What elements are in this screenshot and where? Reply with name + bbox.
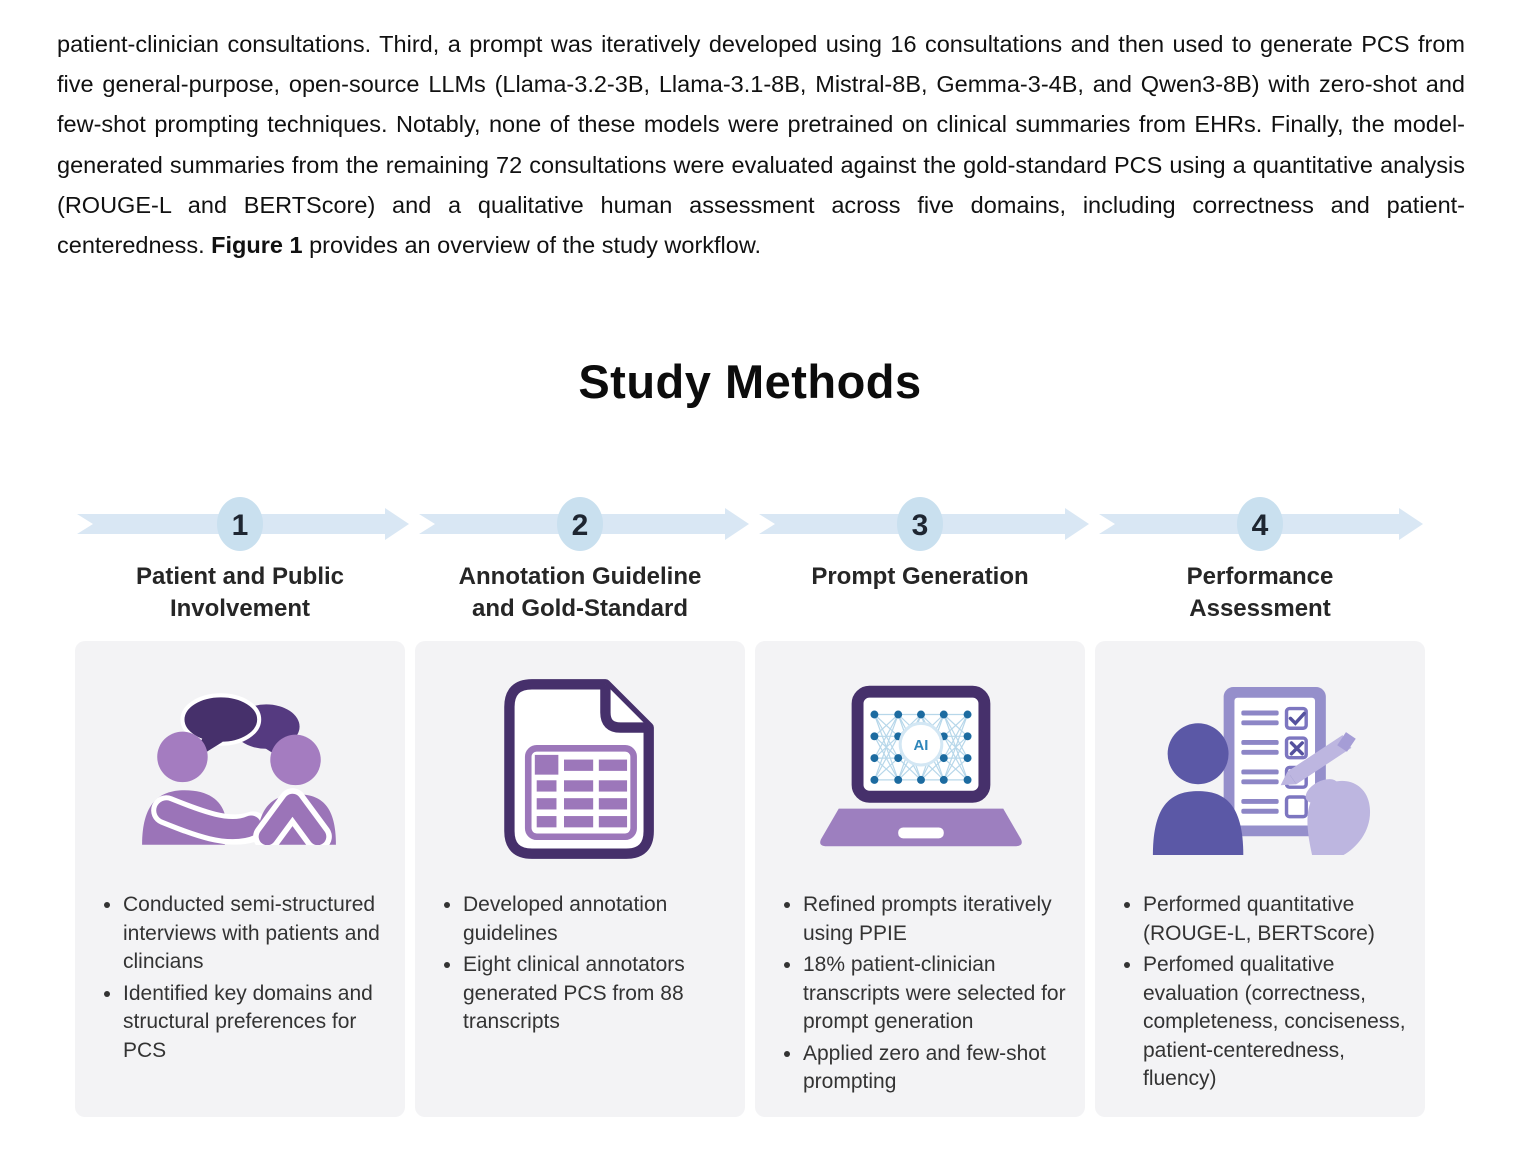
step-4-card [1095,641,1425,1117]
step-1-title: Patient and Public Involvement [135,563,345,622]
bullet-item: • Identified key domains and structural preferences for PCS [123,980,393,1066]
step-2-card [415,641,745,1117]
bullet-item: • Conducted semi-structured interviews with patients and clincians [123,891,393,977]
ai-laptop-icon [755,655,1085,883]
timeline-arrow [75,495,1425,553]
step-4-header [1095,561,1425,627]
bullet-item: • Applied zero and few-shot prompting [803,1040,1073,1097]
body-paragraph [57,24,1465,265]
bullet-item: • Developed annotation guidelines [463,891,733,948]
step-3-header [755,561,1085,627]
step-2-bullet-list [415,891,733,1037]
step-1-card [75,641,405,1117]
step-headers-row [75,561,1425,627]
step-3-number: 3 [911,509,929,542]
figure-reference: Figure 1 [211,232,303,259]
bullet-item: • Performed quantitative (ROUGE-L, BERTScore) [1143,891,1413,948]
step-3-title: Prompt Generation [811,563,1029,590]
bullet-item: • Eight clinical annotators generated PCS from 88 transcripts [463,951,733,1037]
bullet-item: • 18% patient-clinician transcripts were selected for prompt generation [803,951,1073,1037]
timeline-band [77,508,1423,540]
step-1-header [75,561,405,627]
step-4-number: 4 [1251,509,1269,542]
bullet-item: • Refined prompts iteratively using PPIE [803,891,1073,948]
conversation-icon [75,655,405,883]
paragraph-text-after: provides an overview of the study workflow. [302,232,762,259]
step-2-header [415,561,745,627]
step-3-card [755,641,1085,1117]
step-1-bullet-list [75,891,393,1065]
step-cards-row [75,641,1425,1117]
evaluation-checklist-icon [1095,655,1425,883]
figure-title: Study Methods [578,355,922,408]
figure-1-study-methods [75,354,1425,1117]
step-3-bullet-list [755,891,1073,1097]
bullet-item: • Perfomed qualitative evaluation (correctness, completeness, conciseness, patient-centeredness, fluency) [1143,951,1413,1094]
step-4-title: Performance Assessment [1186,563,1334,622]
step-1-number: 1 [231,509,249,542]
paragraph-text-before: patient-clinician consultations. Third, a prompt was iteratively developed using 16 consultations and then used to generate PCS from five general-purpose, open-source LLMs (Llama-3.2-3B, Llama-3.1-8B, Mistral-8B, Gemma-3-4B, and Qwen3-8B) with zero-shot and few-shot prompting techniques. Notably, none of these models were pretrained on clinical summaries from EHRs. Finally, the model-generated summaries from the remaining 72 consultations were evaluated against the gold-standard PCS using a quantitative analysis (ROUGE-L and BERTScore) and a qualitative human assessment across five domains, including correctness and patient-centeredness. [57,31,1465,259]
ai-label: AI [913,738,929,755]
step-2-title: Annotation Guideline and Gold-Standard [458,563,702,622]
annotation-document-icon [415,655,745,883]
step-4-bullet-list [1095,891,1413,1094]
step-2-number: 2 [571,509,589,542]
